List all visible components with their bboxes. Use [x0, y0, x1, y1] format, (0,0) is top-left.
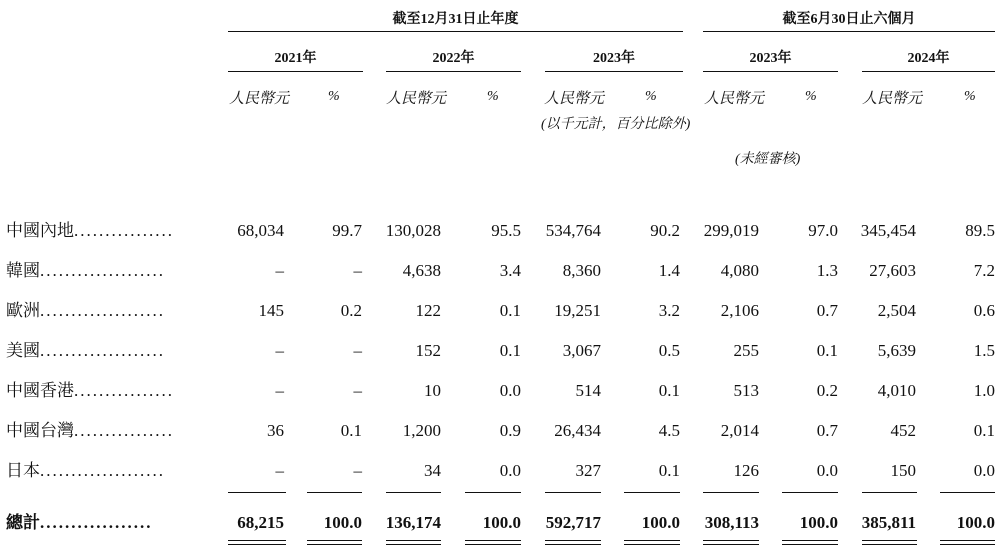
- row-label: 中國內地: [6, 221, 74, 240]
- cell: –: [275, 381, 284, 400]
- cell: –: [353, 381, 362, 400]
- cell: 0.1: [973, 421, 995, 440]
- row-label: 日本: [6, 461, 40, 480]
- total-double-rule: [465, 544, 521, 545]
- cell: 345,454: [860, 221, 916, 240]
- cell: 4.5: [658, 421, 680, 440]
- total-top-rule: [307, 492, 362, 493]
- cell: 299,019: [703, 221, 759, 240]
- total-cell: 100.0: [956, 513, 995, 532]
- total-double-rule: [862, 540, 917, 541]
- table-row: 中國內地................ 68,034 99.7 130,028 95.5 534,764 90.2 299,019 97.0 345,454 89.5: [0, 218, 1000, 244]
- cell: 2,014: [720, 421, 759, 440]
- total-top-rule: [465, 492, 521, 493]
- total-double-rule: [940, 544, 995, 545]
- total-double-rule: [307, 540, 362, 541]
- cell: 126: [733, 461, 759, 480]
- total-double-rule: [624, 540, 680, 541]
- table-row: 韓國.................... – – 4,638 3.4 8,360 1.4 4,080 1.3 27,603 7.2: [0, 258, 1000, 284]
- cell: 10: [424, 381, 441, 400]
- total-cell: 100.0: [482, 513, 521, 532]
- cell: 26,434: [554, 421, 601, 440]
- cell: 0.1: [816, 341, 838, 360]
- total-label: 總計: [6, 513, 40, 532]
- cell: 1.0: [973, 381, 995, 400]
- row-label: 韓國: [6, 261, 40, 280]
- total-top-rule: [703, 492, 759, 493]
- cell: 3.4: [499, 261, 521, 280]
- cell: 534,764: [545, 221, 601, 240]
- total-double-rule: [228, 540, 286, 541]
- unit-rmb-2022: 人民幣元: [386, 91, 447, 107]
- row-label: 中國香港: [6, 381, 74, 400]
- cell: 0.1: [499, 301, 521, 320]
- total-cell: 68,215: [237, 513, 284, 532]
- year-header-2023: 2023年: [593, 51, 635, 66]
- total-top-rule: [228, 492, 286, 493]
- total-double-rule: [624, 544, 680, 545]
- total-top-rule: [386, 492, 441, 493]
- total-top-rule: [862, 492, 917, 493]
- cell: 3.2: [658, 301, 680, 320]
- table-row: 歐洲.................... 145 0.2 122 0.1 19,251 3.2 2,106 0.7 2,504 0.6: [0, 298, 1000, 324]
- cell: 145: [258, 301, 284, 320]
- total-top-rule: [782, 492, 838, 493]
- unit-pct-2023: %: [645, 89, 657, 104]
- total-double-rule: [703, 544, 759, 545]
- cell: 27,603: [869, 261, 916, 280]
- total-double-rule: [307, 544, 362, 545]
- total-cell: 100.0: [641, 513, 680, 532]
- unit-pct-2022: %: [487, 89, 499, 104]
- year-group-header: 截至12月31日止年度: [392, 12, 519, 27]
- unit-pct-2021: %: [328, 89, 340, 104]
- cell: 0.1: [658, 381, 680, 400]
- cell: 0.1: [658, 461, 680, 480]
- cell: 130,028: [385, 221, 441, 240]
- total-double-rule: [465, 540, 521, 541]
- half-rule-2024: [862, 71, 995, 72]
- total-double-rule: [782, 544, 838, 545]
- total-double-rule: [545, 540, 601, 541]
- cell: 452: [890, 421, 916, 440]
- cell: 34: [424, 461, 441, 480]
- cell: 4,080: [720, 261, 759, 280]
- total-double-rule: [386, 540, 441, 541]
- cell: 0.1: [499, 341, 521, 360]
- cell: 0.1: [340, 421, 362, 440]
- total-double-rule: [545, 544, 601, 545]
- unit-pct-h2023: %: [805, 89, 817, 104]
- table-row: 日本.................... – – 34 0.0 327 0.1 126 0.0 150 0.0: [0, 458, 1000, 484]
- cell: 0.0: [499, 461, 521, 480]
- total-top-rule: [940, 492, 995, 493]
- total-cell: 100.0: [323, 513, 362, 532]
- cell: 0.9: [499, 421, 521, 440]
- total-cell: 308,113: [704, 513, 759, 532]
- table-row: 中國香港................ – – 10 0.0 514 0.1 513 0.2 4,010 1.0: [0, 378, 1000, 404]
- total-double-rule: [228, 544, 286, 545]
- cell: 19,251: [554, 301, 601, 320]
- total-double-rule: [940, 540, 995, 541]
- year-rule-2021: [228, 71, 363, 72]
- total-double-rule: [386, 544, 441, 545]
- cell: 68,034: [237, 221, 284, 240]
- row-label: 中國台灣: [6, 421, 74, 440]
- cell: 4,010: [877, 381, 916, 400]
- cell: 0.6: [973, 301, 995, 320]
- year-rule-2022: [386, 71, 521, 72]
- unit-rmb-2021: 人民幣元: [229, 91, 290, 107]
- cell: –: [353, 461, 362, 480]
- cell: –: [275, 341, 284, 360]
- cell: 122: [415, 301, 441, 320]
- half-header-2023: 2023年: [749, 51, 792, 66]
- cell: 4,638: [402, 261, 441, 280]
- cell: 0.0: [499, 381, 521, 400]
- year-rule-2023: [545, 71, 683, 72]
- total-cell: 100.0: [799, 513, 838, 532]
- total-double-rule: [782, 540, 838, 541]
- unit-rmb-h2024: 人民幣元: [862, 91, 923, 107]
- year-group-rule: [228, 31, 683, 32]
- half-group-header: 截至6月30日止六個月: [782, 12, 916, 27]
- unit-rmb-2023: 人民幣元: [544, 91, 605, 107]
- total-double-rule: [862, 544, 917, 545]
- cell: 0.5: [658, 341, 680, 360]
- cell: 89.5: [965, 221, 995, 240]
- half-rule-2023: [703, 71, 838, 72]
- cell: 0.2: [340, 301, 362, 320]
- cell: 0.7: [816, 301, 838, 320]
- total-cell: 592,717: [545, 513, 601, 532]
- cell: 2,504: [877, 301, 916, 320]
- unit-pct-h2024: %: [964, 89, 976, 104]
- table-row: 中國台灣................ 36 0.1 1,200 0.9 26,434 4.5 2,014 0.7 452 0.1: [0, 418, 1000, 444]
- cell: 327: [575, 461, 601, 480]
- total-top-rule: [624, 492, 680, 493]
- total-top-rule: [545, 492, 601, 493]
- cell: 513: [733, 381, 759, 400]
- cell: 7.2: [973, 261, 995, 280]
- cell: 0.0: [973, 461, 995, 480]
- cell: –: [353, 341, 362, 360]
- cell: 1.4: [658, 261, 680, 280]
- cell: 97.0: [808, 221, 838, 240]
- cell: 5,639: [877, 341, 916, 360]
- total-cell: 136,174: [385, 513, 441, 532]
- year-header-2022: 2022年: [432, 51, 475, 66]
- cell: 36: [267, 421, 284, 440]
- cell: 514: [575, 381, 601, 400]
- cell: –: [275, 461, 284, 480]
- table-row: 美國.................... – – 152 0.1 3,067 0.5 255 0.1 5,639 1.5: [0, 338, 1000, 364]
- thousands-note: (以千元計，百分比除外): [541, 117, 691, 132]
- cell: 255: [733, 341, 759, 360]
- cell: 1.5: [973, 341, 995, 360]
- cell: 8,360: [562, 261, 601, 280]
- cell: 2,106: [720, 301, 759, 320]
- row-label: 歐洲: [6, 301, 40, 320]
- unaudited-note: (未經審核): [735, 152, 801, 167]
- half-group-rule: [703, 31, 995, 32]
- cell: 152: [415, 341, 441, 360]
- cell: 0.7: [816, 421, 838, 440]
- cell: 95.5: [491, 221, 521, 240]
- year-header-2021: 2021年: [274, 51, 317, 66]
- cell: 90.2: [650, 221, 680, 240]
- cell: –: [275, 261, 284, 280]
- total-double-rule: [703, 540, 759, 541]
- cell: 1.3: [816, 261, 838, 280]
- cell: 0.0: [816, 461, 838, 480]
- total-cell: 385,811: [861, 513, 916, 532]
- cell: 1,200: [402, 421, 441, 440]
- cell: –: [353, 261, 362, 280]
- cell: 0.2: [816, 381, 838, 400]
- unit-rmb-h2023: 人民幣元: [704, 91, 765, 107]
- row-label: 美國: [6, 341, 40, 360]
- cell: 99.7: [332, 221, 362, 240]
- half-header-2024: 2024年: [907, 51, 950, 66]
- cell: 150: [890, 461, 916, 480]
- cell: 3,067: [562, 341, 601, 360]
- total-row: 總計.................. 68,215 100.0 136,174 100.0 592,717 100.0 308,113 100.0 385,811 100.0: [0, 510, 1000, 536]
